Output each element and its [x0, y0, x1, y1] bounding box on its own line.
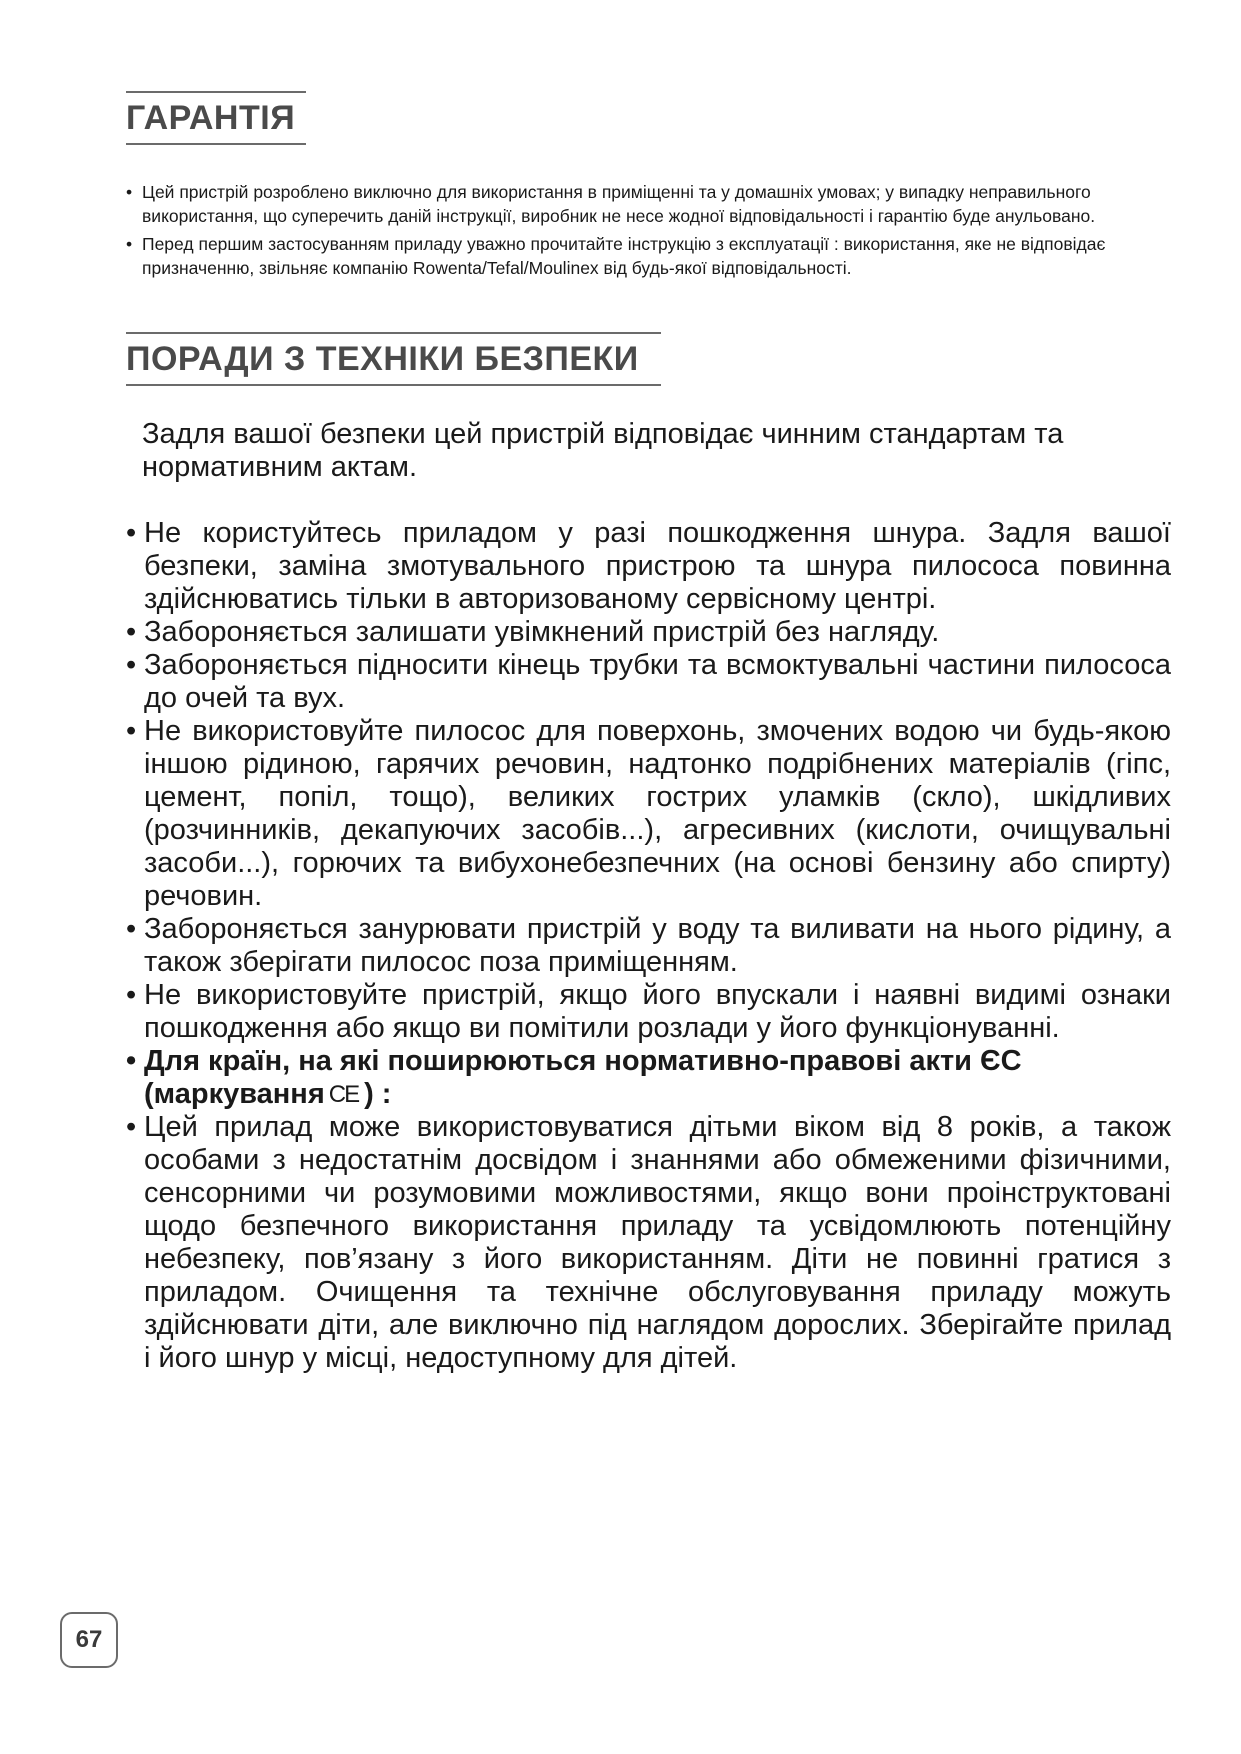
guarantee-item-read-instructions: • Перед першим застосуванням приладу уважно прочитайте інструкцію з експлуатації : використання, яке не відповідає призначенню, звільняє компанію Rowenta/Tefal/Moulinex від будь-якої відповідальності.: [126, 232, 1166, 280]
safety-intro: Задля вашої безпеки цей пристрій відповідає чинним стандартам та нормативним актам.: [142, 418, 1064, 483]
eu-heading-suffix: ) :: [364, 1078, 392, 1110]
guarantee-item-indoor-use: • Цей пристрій розроблено виключно для використання в приміщенні та у домашніх умовах; у випадку неправильного використання, що суперечить даній інструкції, виробник не несе жодної відповідальності і гарантію буде анульовано.: [126, 180, 1166, 228]
safety-item-surfaces: • Не використовуйте пилосос для поверхонь, змочених водою чи будь-якою іншою рідиною, гарячих речовин, надтонко подрібнених матеріалів (гіпс, цемент, попіл, тощо), великих гострих уламків (скло), шкідливих (розчинників, декапуючих засобів...), агресивних (кислоти, очищувальні засоби...), горючих та вибухонебезпечних (на основі бензину або спирту) речовин.: [126, 715, 1171, 913]
safety-item-damaged: • Не використовуйте пристрій, якщо його впускали і наявні видимі ознаки пошкодження або якщо ви помітили розлади у його функціонуванні.: [126, 979, 1171, 1045]
safety-heading: ПОРАДИ З ТЕХНІКИ БЕЗПЕКИ: [126, 332, 661, 386]
safety-item-eu-heading: [126, 1045, 1171, 1111]
safety-item-unattended: • Забороняється залишати увімкнений пристрій без нагляду.: [126, 616, 1171, 649]
safety-list: [126, 517, 1171, 1375]
safety-item-children: • Цей прилад може використовуватися дітьми віком від 8 років, а також особами з недостатнім досвідом і знаннями або обмеженими фізичними, сенсорними чи розумовими можливостями, якщо вони проінструктовані щодо безпечного використання приладу та усвідомлюють потенційну небезпеку, пов’язану з його використанням. Діти не повинні гратися з приладом. Очищення та технічне обслуговування приладу можуть здійснювати діти, але виключно під наглядом дорослих. Зберігайте прилад і його шнур у місці, недоступному для дітей.: [126, 1111, 1171, 1375]
guarantee-heading: ГАРАНТІЯ: [126, 91, 306, 145]
safety-item-water: • Забороняється занурювати пристрій у воду та виливати на нього рідину, а також зберігати пилосос поза приміщенням.: [126, 913, 1171, 979]
safety-item-cord: • Не користуйтесь приладом у разі пошкодження шнура. Задля вашої безпеки, заміна змотувального пристрою та шнура пилососа повинна здійснюватись тільки в авторизованому сервісному центрі.: [126, 517, 1171, 616]
safety-item-eyes-ears: • Забороняється підносити кінець трубки та всмоктувальні частини пилососа до очей та вух.: [126, 649, 1171, 715]
ce-mark-icon: CE: [328, 1081, 359, 1108]
guarantee-list: [126, 180, 1166, 284]
page-number: 67: [60, 1612, 118, 1668]
eu-heading-text: Для країн, на які поширюються нормативно-правові акти ЄС (маркування: [144, 1045, 1022, 1110]
